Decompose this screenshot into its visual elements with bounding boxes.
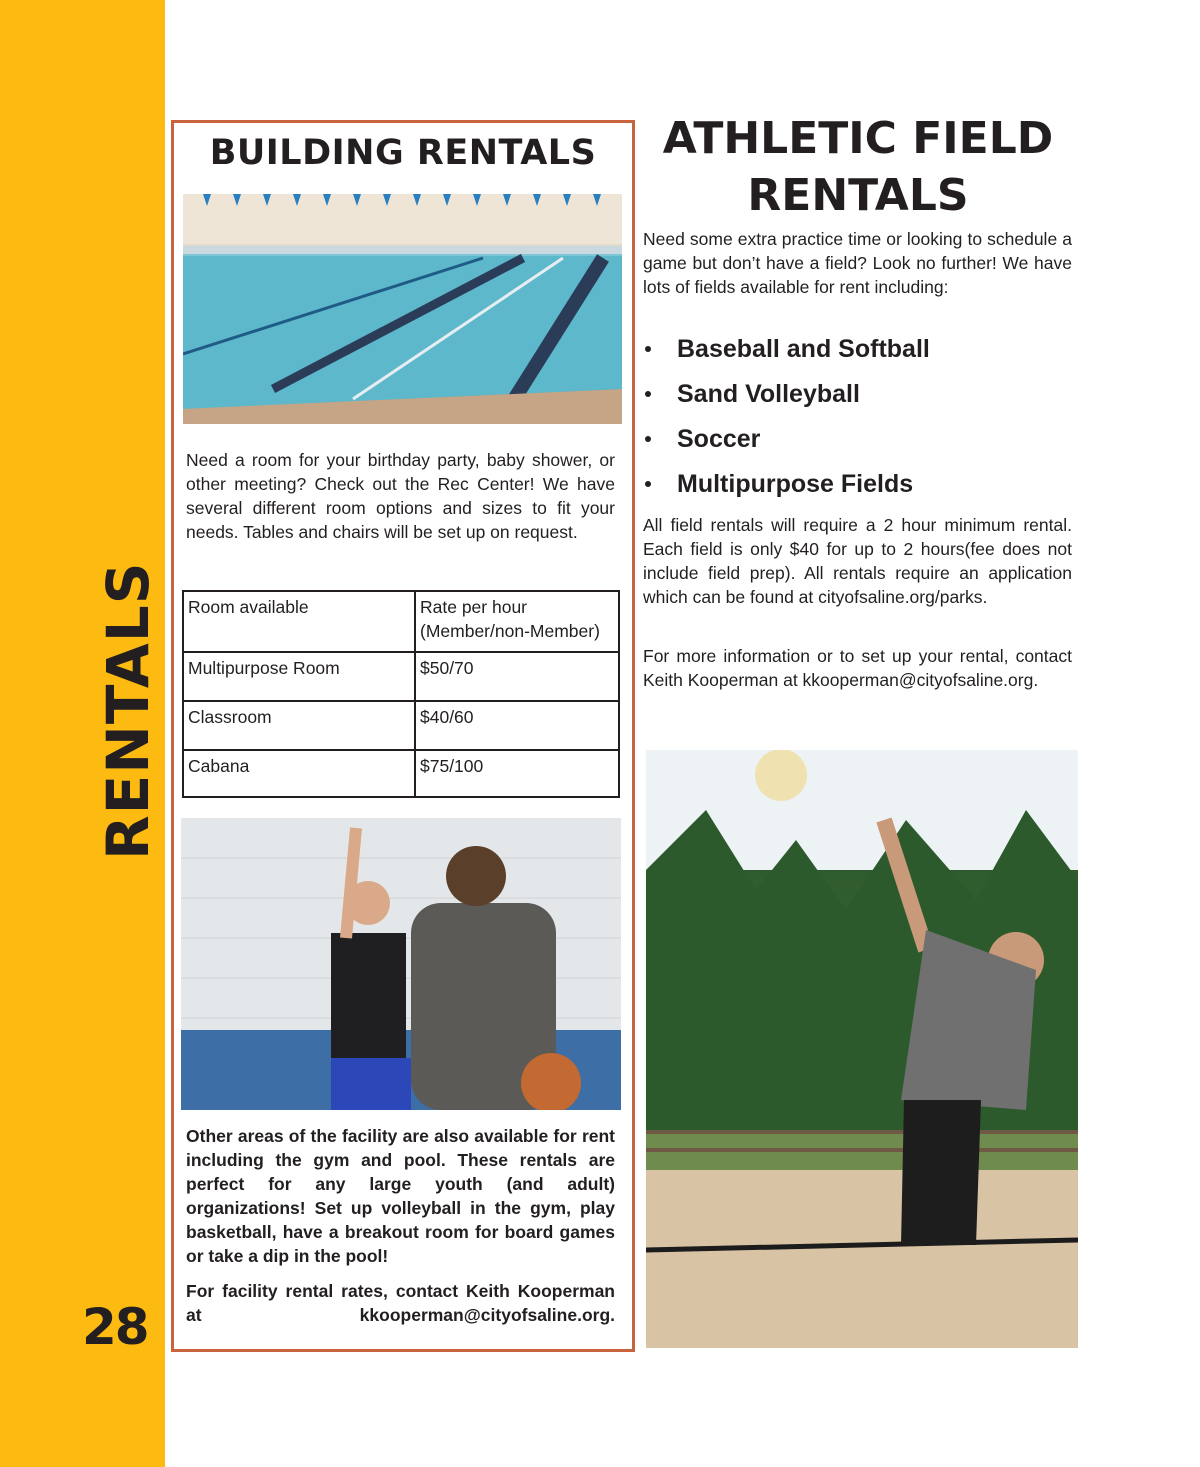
bullet-icon [645,346,651,352]
building-intro-text: Need a room for your birthday party, baby shower, or other meeting? Check out the Rec Center! We have several different room options and sizes to fit your needs. Tables and chairs will be set up on request. [186,450,615,542]
section-title-vertical: RENTALS [94,561,162,860]
table-row [183,652,619,701]
room-name: Classroom [183,701,415,750]
room-rates-table [182,590,620,798]
header-room: Room available [183,591,415,652]
bullet-icon [645,481,651,487]
list-item: Baseball and Softball [643,330,930,375]
bullet-icon [645,436,651,442]
list-item: Multipurpose Fields [643,465,930,510]
bullet-icon [645,391,651,397]
building-rentals-heading: BUILDING RENTALS [209,133,597,173]
volleyball-illustration [646,750,1078,1348]
room-name: Multipurpose Room [183,652,415,701]
athletic-details-text: All field rentals will require a 2 hour minimum rental. Each field is only $40 for up to 2 hours(fee does not include field prep). All rentals require an application which can be found at cityofsaline.org/parks. [643,515,1072,607]
table-row [183,701,619,750]
other-areas-text: Other areas of the facility are also available for rent including the gym and pool. These rentals are perfect for any large youth (and adult) organizations! Set up volleyball in the gym, play basketball, have a breakout room for board games or take a dip in the pool! [186,1126,615,1266]
basketball-illustration [181,818,621,1110]
list-item: Sand Volleyball [643,375,930,420]
header-rate: Rate per hour (Member/non-Member) [415,591,619,652]
room-rate: $40/60 [415,701,619,750]
list-item: Soccer [643,420,930,465]
room-rate: $50/70 [415,652,619,701]
table-row [183,750,619,797]
basketball-photo [181,818,621,1110]
pool-illustration [183,194,622,424]
athletic-intro-text: Need some extra practice time or looking to schedule a game but don’t have a field? Look no further! We have lots of fields available for rent including: [643,229,1072,297]
volleyball-photo [646,750,1078,1348]
field-list [643,330,930,510]
page-number: 28 [82,1298,148,1356]
room-rate: $75/100 [415,750,619,797]
pool-photo [183,194,622,424]
building-contact-text: For facility rental rates, contact Keith Kooperman at kkooperman@cityofsaline.org. [186,1281,615,1325]
athletic-contact-text: For more information or to set up your rental, contact Keith Kooperman at kkooperman@cityofsaline.org. [643,646,1072,690]
room-name: Cabana [183,750,415,797]
athletic-field-heading: ATHLETIC FIELD RENTALS [662,113,1054,221]
table-header-row [183,591,619,652]
